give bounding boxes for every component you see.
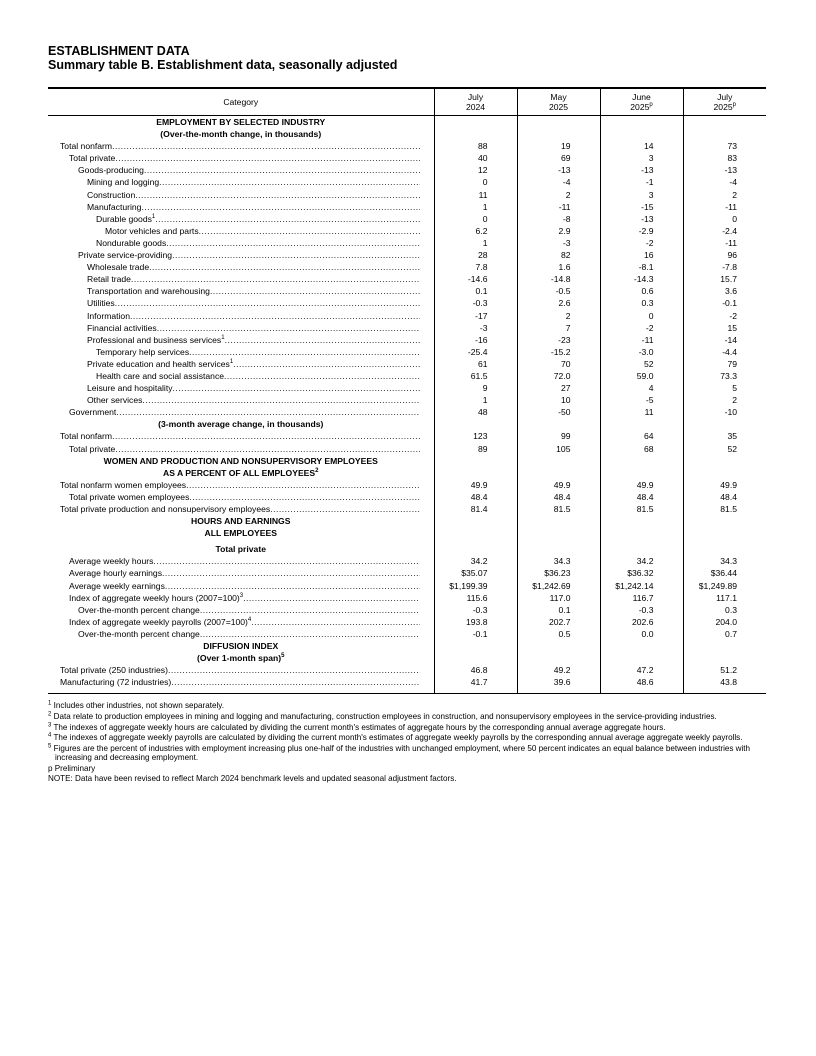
table-cell: 68 — [600, 443, 683, 455]
table-cell: -17 — [434, 310, 517, 322]
table-row — [48, 555, 766, 567]
table-cell: 40 — [434, 152, 517, 164]
table-row — [48, 322, 766, 334]
column-header-category: Category — [48, 88, 434, 116]
footnotes — [48, 701, 766, 783]
table-cell: 6.2 — [434, 225, 517, 237]
table-cell: -14.3 — [600, 273, 683, 285]
section-heading: EMPLOYMENT BY SELECTED INDUSTRY (Over-the-month change, in thousands) — [156, 117, 326, 140]
table-cell: 15 — [683, 322, 766, 334]
row-label: Utilities ..... — [48, 297, 434, 309]
table-cell: 49.2 — [517, 664, 600, 676]
table-row — [48, 297, 766, 309]
table-cell: 11 — [434, 189, 517, 201]
row-label: Health care and social assistance ..... — [48, 370, 434, 382]
table-cell: -3 — [434, 322, 517, 334]
table-cell: 12 — [434, 164, 517, 176]
table-cell: 1 — [434, 201, 517, 213]
table-cell: -4.4 — [683, 346, 766, 358]
table-cell: -4 — [683, 176, 766, 188]
row-label: Average weekly earnings ..... — [48, 580, 434, 592]
table-cell: -15.2 — [517, 346, 600, 358]
table-cell: 49.9 — [434, 479, 517, 491]
table-cell: 61 — [434, 358, 517, 370]
section-heading-row — [48, 116, 766, 141]
table-cell: 115.6 — [434, 592, 517, 604]
section-heading-row — [48, 640, 766, 664]
table-row — [48, 592, 766, 604]
table-cell: 88 — [434, 140, 517, 152]
table-cell: 16 — [600, 249, 683, 261]
section-heading: DIFFUSION INDEX (Over 1-month span)$^5$ — [197, 641, 285, 664]
table-cell: 7 — [517, 322, 600, 334]
table-cell: $35.07 — [434, 567, 517, 579]
table-cell: -25.4 — [434, 346, 517, 358]
table-header-row — [48, 88, 766, 116]
table-cell: -13 — [600, 213, 683, 225]
column-header-june-2025: June 2025$^p$ — [600, 88, 683, 116]
table-cell: -0.3 — [434, 297, 517, 309]
row-label: Private service-providing ..... — [48, 249, 434, 261]
table-cell: 48.4 — [434, 491, 517, 503]
preliminary-note: p Preliminary — [48, 763, 96, 773]
table-cell: 1 — [434, 394, 517, 406]
table-row — [48, 249, 766, 261]
table-cell: 82 — [517, 249, 600, 261]
table-row — [48, 443, 766, 455]
table-cell: 202.7 — [517, 616, 600, 628]
table-cell: 81.5 — [517, 503, 600, 515]
row-label: Manufacturing ..... — [48, 201, 434, 213]
table-row — [48, 370, 766, 382]
row-label: Total nonfarm women employees ..... — [48, 479, 434, 491]
table-bottom-spacer — [48, 688, 766, 694]
table-row — [48, 394, 766, 406]
table-cell: 116.7 — [600, 592, 683, 604]
table-cell: 73 — [683, 140, 766, 152]
table-row — [48, 567, 766, 579]
row-label: Over-the-month percent change ..... — [48, 604, 434, 616]
table-cell: 59.0 — [600, 370, 683, 382]
table-cell: 3.6 — [683, 285, 766, 297]
section-heading-row — [48, 418, 766, 430]
table-cell: 2 — [517, 189, 600, 201]
footnote: $^3$ The indexes of aggregate weekly hours are calculated by dividing the current month's estimates of aggregate hours by the corresponding annual average aggregate hours. — [48, 721, 666, 732]
row-label: Total private women employees ..... — [48, 491, 434, 503]
row-label: Index of aggregate weekly hours (2007=100)$^3$ ..... — [48, 592, 434, 604]
table-cell: -2.4 — [683, 225, 766, 237]
footnote: $^4$ The indexes of aggregate weekly payrolls are calculated by dividing the current month's estimates of aggregate weekly payrolls by the corresponding annual average aggregate weekly payrolls. — [48, 732, 743, 743]
table-row — [48, 664, 766, 676]
table-row — [48, 310, 766, 322]
table-cell: 2.6 — [517, 297, 600, 309]
table-cell: 28 — [434, 249, 517, 261]
table-cell: 83 — [683, 152, 766, 164]
table-cell: 64 — [600, 430, 683, 442]
table-row — [48, 189, 766, 201]
table-cell: -4 — [517, 176, 600, 188]
table-cell: 39.6 — [517, 676, 600, 688]
table-cell: $1,249.89 — [683, 580, 766, 592]
table-cell: -3 — [517, 237, 600, 249]
section-heading-row — [48, 515, 766, 555]
table-cell: -0.3 — [600, 604, 683, 616]
table-cell: 3 — [600, 152, 683, 164]
table-cell: -2.9 — [600, 225, 683, 237]
row-label: Private education and health services$^1$ ..... — [48, 358, 434, 370]
table-cell: 52 — [600, 358, 683, 370]
table-cell: 0.6 — [600, 285, 683, 297]
table-cell: 48.4 — [683, 491, 766, 503]
table-row — [48, 334, 766, 346]
table-cell: 19 — [517, 140, 600, 152]
table-cell: 72.0 — [517, 370, 600, 382]
row-label: Government ..... — [48, 406, 434, 418]
row-label: Average weekly hours ..... — [48, 555, 434, 567]
table-cell: 1 — [434, 237, 517, 249]
table-cell: -14 — [683, 334, 766, 346]
table-cell: 35 — [683, 430, 766, 442]
table-cell: 0.5 — [517, 628, 600, 640]
row-label: Professional and business services$^1$ ..... — [48, 334, 434, 346]
table-cell: 0.1 — [434, 285, 517, 297]
table-cell: -14.8 — [517, 273, 600, 285]
table-cell: $1,199.39 — [434, 580, 517, 592]
row-label: Mining and logging ..... — [48, 176, 434, 188]
document-page — [48, 44, 766, 785]
row-label: Durable goods$^1$ ..... — [48, 213, 434, 225]
table-cell: 51.2 — [683, 664, 766, 676]
summary-table — [48, 87, 766, 694]
table-cell: 69 — [517, 152, 600, 164]
row-label: Other services ..... — [48, 394, 434, 406]
row-label: Total private ..... — [48, 443, 434, 455]
table-cell: -5 — [600, 394, 683, 406]
table-row — [48, 273, 766, 285]
table-row — [48, 225, 766, 237]
table-row — [48, 261, 766, 273]
table-cell: -14.6 — [434, 273, 517, 285]
table-cell: 27 — [517, 382, 600, 394]
table-row — [48, 140, 766, 152]
table-cell: 9 — [434, 382, 517, 394]
table-cell: -0.1 — [683, 297, 766, 309]
table-cell: 49.9 — [683, 479, 766, 491]
table-row — [48, 676, 766, 688]
row-label: Leisure and hospitality ..... — [48, 382, 434, 394]
table-row — [48, 604, 766, 616]
table-cell: -3.0 — [600, 346, 683, 358]
footnote: $^1$ Includes other industries, not shown separately. — [48, 700, 224, 711]
table-row — [48, 164, 766, 176]
table-row — [48, 237, 766, 249]
table-cell: 11 — [600, 406, 683, 418]
table-cell: -11 — [600, 334, 683, 346]
table-cell: 48.6 — [600, 676, 683, 688]
table-cell: 34.3 — [683, 555, 766, 567]
table-cell: 0.0 — [600, 628, 683, 640]
table-cell: -8.1 — [600, 261, 683, 273]
table-cell: 48 — [434, 406, 517, 418]
table-row — [48, 491, 766, 503]
table-cell: 81.5 — [683, 503, 766, 515]
table-body — [48, 116, 766, 694]
table-row — [48, 176, 766, 188]
section-subheading: Total private — [215, 544, 266, 555]
table-cell: 47.2 — [600, 664, 683, 676]
table-cell: 117.1 — [683, 592, 766, 604]
table-cell: 0 — [600, 310, 683, 322]
row-label: Total nonfarm ..... — [48, 140, 434, 152]
table-cell: 0.3 — [600, 297, 683, 309]
row-label: Retail trade ..... — [48, 273, 434, 285]
table-cell: 1.6 — [517, 261, 600, 273]
table-cell: $1,242.14 — [600, 580, 683, 592]
table-row — [48, 201, 766, 213]
table-cell: 0.1 — [517, 604, 600, 616]
table-cell: 0 — [434, 176, 517, 188]
table-cell: 3 — [600, 189, 683, 201]
row-label: Average hourly earnings ..... — [48, 567, 434, 579]
section-heading-row — [48, 455, 766, 479]
table-cell: -13 — [600, 164, 683, 176]
row-label: Construction ..... — [48, 189, 434, 201]
table-cell: 81.5 — [600, 503, 683, 515]
table-cell: 43.8 — [683, 676, 766, 688]
row-label: Motor vehicles and parts ..... — [48, 225, 434, 237]
row-label: Financial activities ..... — [48, 322, 434, 334]
row-label: Total private (250 industries) ..... — [48, 664, 434, 676]
table-cell: 0 — [434, 213, 517, 225]
table-cell: -16 — [434, 334, 517, 346]
table-cell: 117.0 — [517, 592, 600, 604]
table-cell: -2 — [600, 322, 683, 334]
table-cell: 49.9 — [517, 479, 600, 491]
table-cell: 46.8 — [434, 664, 517, 676]
table-cell: -11 — [517, 201, 600, 213]
section-heading: (3-month average change, in thousands) — [158, 419, 324, 430]
table-row — [48, 503, 766, 515]
preliminary-mark: p — [732, 102, 736, 109]
table-cell: 52 — [683, 443, 766, 455]
table-cell: 204.0 — [683, 616, 766, 628]
table-row — [48, 616, 766, 628]
table-title: Summary table B. Establishment data, seasonally adjusted — [48, 58, 398, 72]
table-cell: -11 — [683, 237, 766, 249]
table-cell: 2 — [683, 189, 766, 201]
table-cell: 2.9 — [517, 225, 600, 237]
table-row — [48, 406, 766, 418]
table-cell: -23 — [517, 334, 600, 346]
table-cell: -13 — [683, 164, 766, 176]
table-cell: 202.6 — [600, 616, 683, 628]
row-label: Total private production and nonsupervisory employees ..... — [48, 503, 434, 515]
table-cell: 73.3 — [683, 370, 766, 382]
table-row — [48, 213, 766, 225]
table-cell: 123 — [434, 430, 517, 442]
table-cell: -11 — [683, 201, 766, 213]
footnote: $^2$ Data relate to production employees in mining and logging and manufacturing, construction employees in construction, and nonsupervisory employees in the service-providing industries. — [48, 711, 717, 721]
table-cell: -2 — [600, 237, 683, 249]
table-cell: 89 — [434, 443, 517, 455]
table-cell: 10 — [517, 394, 600, 406]
table-cell: -10 — [683, 406, 766, 418]
table-cell: 48.4 — [517, 491, 600, 503]
table-cell: 2 — [683, 394, 766, 406]
table-cell: 81.4 — [434, 503, 517, 515]
table-cell: 193.8 — [434, 616, 517, 628]
table-cell: -1 — [600, 176, 683, 188]
table-row — [48, 430, 766, 442]
row-label: Nondurable goods ..... — [48, 237, 434, 249]
table-cell: 41.7 — [434, 676, 517, 688]
table-row — [48, 479, 766, 491]
table-cell: 34.2 — [434, 555, 517, 567]
table-row — [48, 285, 766, 297]
table-cell: -0.1 — [434, 628, 517, 640]
row-label: Total private ..... — [48, 152, 434, 164]
row-label: Goods-producing ..... — [48, 164, 434, 176]
column-header-july-2025: July 2025$^p$ — [683, 88, 766, 116]
table-cell: -2 — [683, 310, 766, 322]
table-cell: 4 — [600, 382, 683, 394]
table-row — [48, 358, 766, 370]
row-label: Temporary help services ..... — [48, 346, 434, 358]
column-header-july-2024: July 2024 — [434, 88, 517, 116]
table-cell: 70 — [517, 358, 600, 370]
document-title: ESTABLISHMENT DATA — [48, 44, 190, 58]
table-cell: 0 — [683, 213, 766, 225]
row-label: Wholesale trade ..... — [48, 261, 434, 273]
table-cell: 7.8 — [434, 261, 517, 273]
table-cell: 0.7 — [683, 628, 766, 640]
row-label: Transportation and warehousing ..... — [48, 285, 434, 297]
table-cell: -0.3 — [434, 604, 517, 616]
table-cell: 34.3 — [517, 555, 600, 567]
table-row — [48, 346, 766, 358]
table-row — [48, 580, 766, 592]
table-cell: 99 — [517, 430, 600, 442]
row-label: Manufacturing (72 industries) ..... — [48, 676, 434, 688]
table-cell: 15.7 — [683, 273, 766, 285]
table-cell: 79 — [683, 358, 766, 370]
table-cell: 105 — [517, 443, 600, 455]
row-label: Index of aggregate weekly payrolls (2007=100)$^4$ ..... — [48, 616, 434, 628]
table-cell: 96 — [683, 249, 766, 261]
revision-note: NOTE: Data have been revised to reflect March 2024 benchmark levels and updated seasonal adjustment factors. — [48, 774, 457, 784]
table-cell: $1,242.69 — [517, 580, 600, 592]
table-cell: 61.5 — [434, 370, 517, 382]
row-label: Total nonfarm ..... — [48, 430, 434, 442]
row-label: Over-the-month percent change ..... — [48, 628, 434, 640]
table-cell: 49.9 — [600, 479, 683, 491]
table-cell: -15 — [600, 201, 683, 213]
table-cell: -0.5 — [517, 285, 600, 297]
table-row — [48, 382, 766, 394]
table-cell: $36.44 — [683, 567, 766, 579]
table-cell: -8 — [517, 213, 600, 225]
table-cell: 2 — [517, 310, 600, 322]
table-cell: -7.8 — [683, 261, 766, 273]
footnote: $^5$ Figures are the percent of industries with employment increasing plus one-half of the industries with unchanged employment, where 50 percent indicates an equal balance between industries with increasing and decreasing employment. — [48, 743, 751, 762]
table-cell: 0.3 — [683, 604, 766, 616]
section-heading: WOMEN AND PRODUCTION AND NONSUPERVISORY EMPLOYEES AS A PERCENT OF ALL EMPLOYEES$^2$ — [103, 455, 378, 478]
section-heading: HOURS AND EARNINGS ALL EMPLOYEES Total private — [48, 515, 434, 555]
row-label: Information ..... — [48, 310, 434, 322]
table-cell: 14 — [600, 140, 683, 152]
table-cell: -50 — [517, 406, 600, 418]
table-cell: 34.2 — [600, 555, 683, 567]
table-row — [48, 152, 766, 164]
table-cell: 48.4 — [600, 491, 683, 503]
preliminary-mark: p — [649, 102, 653, 109]
table-cell: $36.23 — [517, 567, 600, 579]
table-row — [48, 628, 766, 640]
table-cell: 5 — [683, 382, 766, 394]
table-cell: $36.32 — [600, 567, 683, 579]
table-cell: -13 — [517, 164, 600, 176]
column-header-may-2025: May 2025 — [517, 88, 600, 116]
